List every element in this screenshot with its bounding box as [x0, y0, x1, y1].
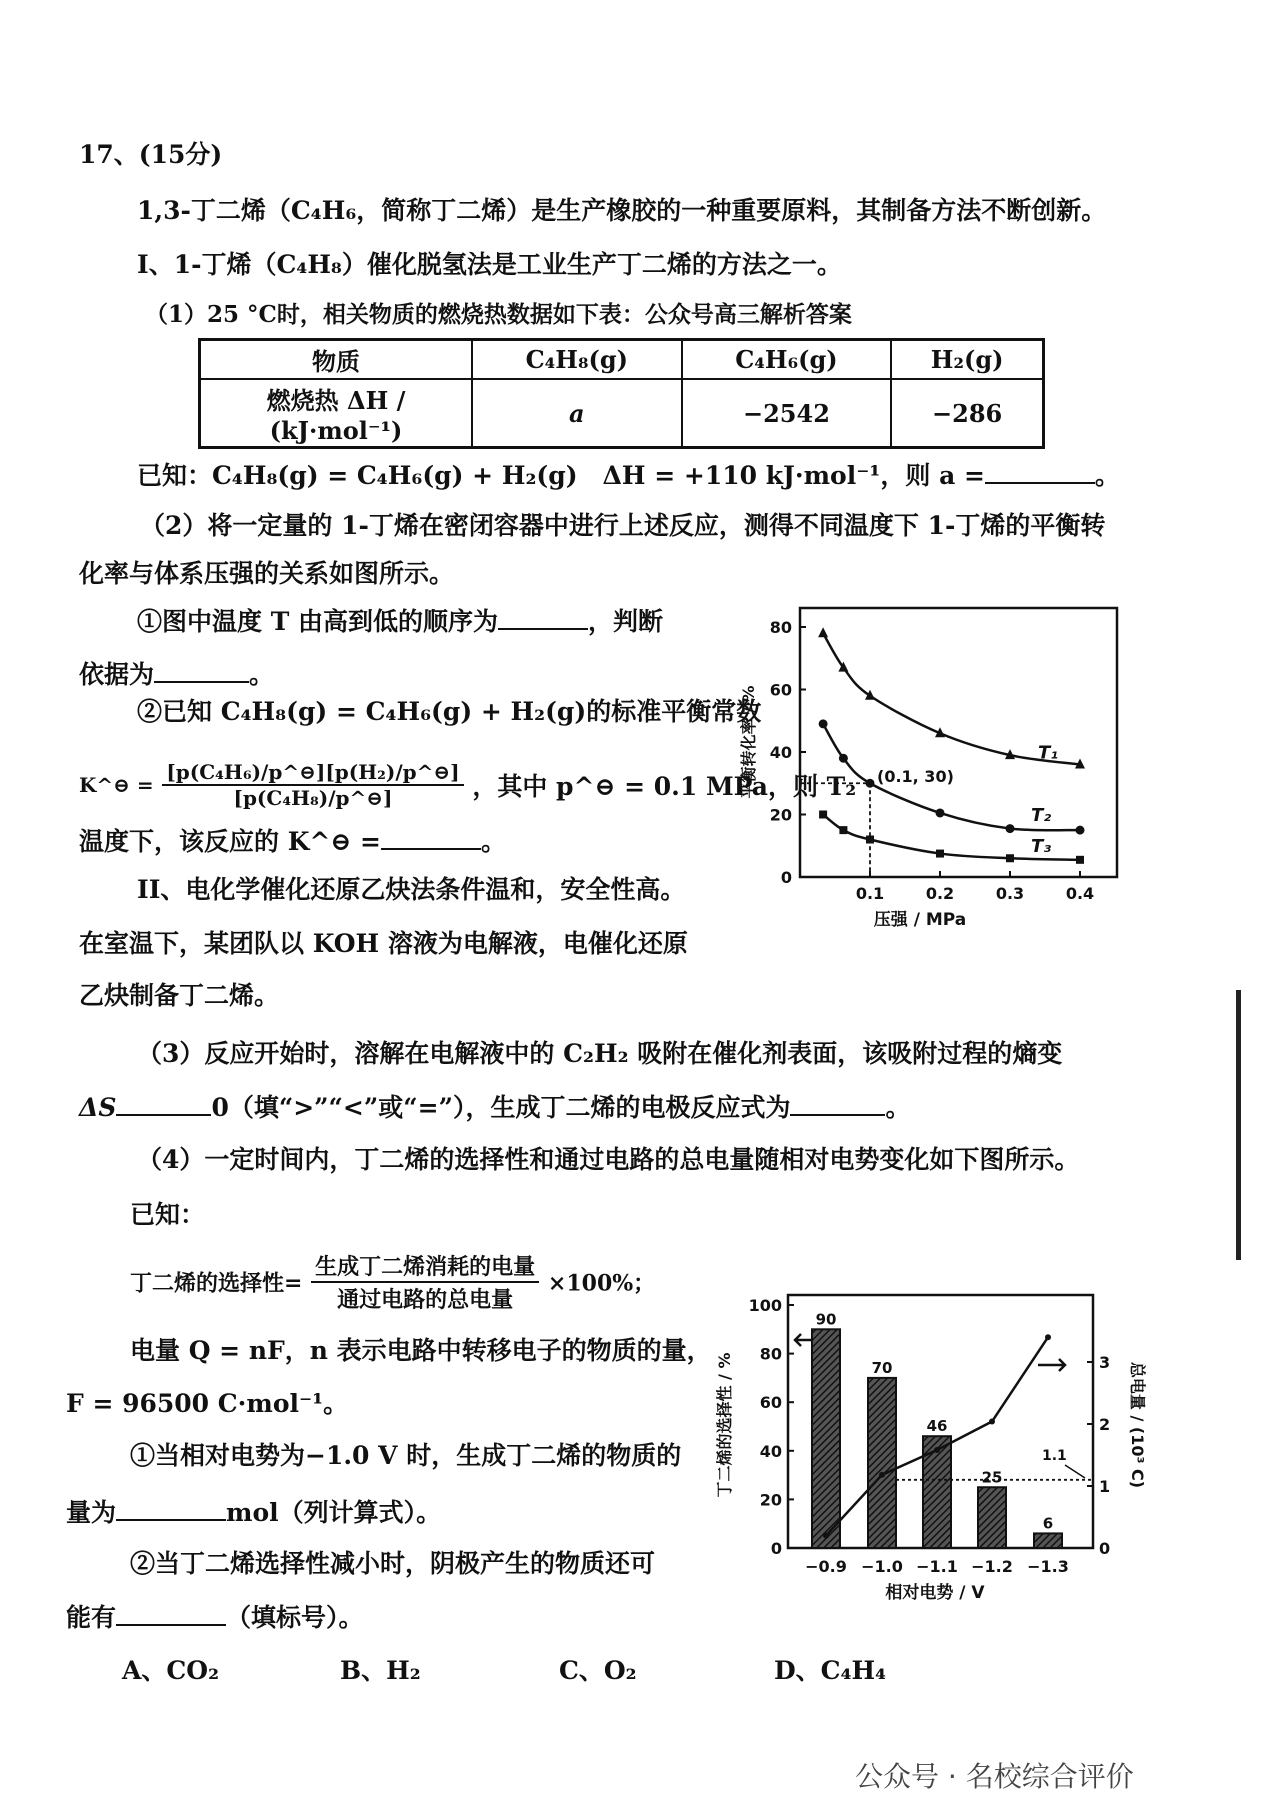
q4-2a: ②当丁二烯选择性减小时，阴极产生的物质还可 [130, 1549, 656, 1578]
series-label: T₃ [1031, 836, 1052, 857]
selectivity-bar [812, 1329, 840, 1548]
y-axis-title: 平衡转化率 / % [739, 685, 758, 799]
part1-title: I、1-丁烯（C₄H₈）催化脱氢法是工业生产丁二烯的方法之一。 [137, 250, 842, 279]
left-y-tick-label: 40 [759, 1441, 782, 1461]
k-denominator: [p(C₄H₈)/p^⊖] [233, 786, 393, 810]
part2-line3: 乙炔制备丁二烯。 [79, 981, 280, 1010]
q2-line2: 化率与体系压强的关系如图所示。 [79, 559, 455, 588]
q4-known: 已知： [130, 1200, 206, 1229]
data-point [866, 836, 874, 844]
intro-text: 1,3-丁二烯（C₄H₆，简称丁二烯）是生产橡胶的一种重要原料，其制备方法不断创新。 [137, 196, 1107, 225]
k-symbol: K^⊖ = [79, 773, 154, 797]
answer-blank[interactable] [116, 1092, 211, 1116]
right-y-tick-label: 3 [1099, 1353, 1111, 1372]
answer-blank[interactable] [116, 1497, 226, 1521]
question-number: 17、(15分) [79, 140, 223, 169]
data-point [936, 808, 945, 817]
table-header: C₄H₆(g) [682, 340, 892, 380]
y-tick-label: 20 [769, 805, 792, 825]
answer-blank[interactable] [154, 659, 249, 683]
part2-line2: 在室温下，某团队以 KOH 溶液为电解液，电催化还原 [79, 929, 688, 958]
q2-1-text: ①图中温度 T 由高到低的顺序为 [137, 607, 499, 636]
left-axis-arrow-icon [795, 1334, 812, 1346]
table-header: C₄H₈(g) [472, 340, 682, 380]
q4-2c-text: （填标号）。 [226, 1603, 364, 1632]
x-tick-label: −1.2 [971, 1557, 1013, 1576]
bar-value-label: 70 [871, 1358, 893, 1377]
data-point [823, 1533, 829, 1539]
guide-dashed-line [800, 783, 870, 877]
data-point [818, 627, 828, 637]
selectivity-label: 丁二烯的选择性= [130, 1270, 303, 1297]
data-point [819, 811, 827, 819]
table-header-row [200, 340, 1044, 380]
q2-2b-text: ，其中 p^⊖ = 0.1 MPa，则 T₂ [472, 772, 857, 801]
table-cell: a [472, 379, 682, 448]
part2-line1: II、电化学催化还原乙炔法条件温和，安全性高。 [137, 875, 686, 904]
option-d[interactable]: D、C₄H₄ [774, 1656, 887, 1685]
data-point [1006, 854, 1014, 862]
q2-2c-text: 温度下，该反应的 K^⊖ = [79, 827, 381, 856]
y-tick-label: 40 [769, 743, 792, 762]
x-tick-label: −1.3 [1027, 1557, 1069, 1576]
selectivity-numerator: 生成丁二烯消耗的电量 [311, 1250, 539, 1283]
bar-value-label: 90 [815, 1310, 837, 1329]
data-point [819, 719, 828, 728]
x-axis-title: 压强 / MPa [873, 910, 967, 930]
selectivity-bar [868, 1378, 896, 1548]
data-point [1076, 826, 1085, 835]
selectivity-denominator: 通过电路的总电量 [337, 1287, 514, 1313]
q2-1 [137, 606, 663, 637]
x-tick-label: 0.2 [925, 884, 955, 903]
table-row [200, 379, 1044, 448]
right-axis-arrow-icon [1038, 1359, 1065, 1371]
q4-charge: 电量 Q = nF，n 表示电路中转移电子的物质的量， [130, 1336, 712, 1365]
data-point [839, 826, 847, 834]
q4-1b [66, 1497, 441, 1528]
table-header: H₂(g) [891, 340, 1043, 380]
q4-line1: （4）一定时间内，丁二烯的选择性和通过电路的总电量随相对电势变化如下图所示。 [137, 1145, 1080, 1174]
selectivity-bar [1034, 1533, 1062, 1548]
data-point [839, 754, 848, 763]
option-a[interactable]: A、CO₂ [122, 1656, 220, 1685]
right-y-tick-label: 1 [1099, 1477, 1111, 1496]
q1-text: （1）25 °C时，相关物质的燃烧热数据如下表：公众号高三解析答案 [145, 301, 852, 328]
q2-1c: 依据为 。 [79, 660, 275, 689]
y-tick-label: 60 [769, 680, 792, 700]
q2-2a: ②已知 C₄H₈(g) = C₄H₆(g) + H₂(g)的标准平衡常数 [137, 697, 762, 726]
k-fraction [162, 760, 463, 810]
selectivity-charge-chart [715, 1290, 1180, 1610]
data-point [866, 779, 875, 788]
annotation-pointer-icon [1065, 1465, 1085, 1478]
option-c[interactable]: C、O₂ [559, 1656, 637, 1685]
series-label: T₁ [1038, 742, 1059, 764]
bar-value-label: 6 [1042, 1514, 1054, 1533]
table-cell: −286 [891, 379, 1043, 448]
left-y-tick-label: 80 [759, 1344, 782, 1364]
y-tick-label: 80 [769, 618, 792, 637]
data-point [934, 1447, 940, 1453]
x-tick-label: 0.3 [995, 884, 1025, 903]
q4-1a: ①当相对电势为−1.0 V 时，生成丁二烯的物质的 [130, 1441, 682, 1470]
left-y-tick-label: 100 [748, 1296, 782, 1315]
scan-edge-mark [1236, 990, 1241, 1260]
x-tick-label: −1.0 [861, 1557, 903, 1576]
answer-blank[interactable] [985, 460, 1095, 484]
k-numerator: [p(C₄H₆)/p^⊖][p(H₂)/p^⊖] [162, 760, 463, 786]
data-point [1076, 856, 1084, 864]
reference-annotation: 1.1 [1042, 1448, 1067, 1464]
q4-2b-text: 能有 [66, 1603, 117, 1632]
q2-2c: 温度下，该反应的 K^⊖ = 。 [79, 827, 506, 856]
q3-text: 0（填“>”“<”或“=”），生成丁二烯的电极反应式为 [211, 1093, 791, 1122]
heat-of-combustion-table [198, 338, 1045, 449]
data-point [1006, 824, 1015, 833]
data-point [989, 1419, 995, 1425]
q4-2b [66, 1602, 364, 1633]
x-axis-title: 相对电势 / V [885, 1583, 985, 1603]
x-tick-label: −0.9 [805, 1557, 847, 1576]
bar-value-label: 25 [981, 1468, 1003, 1487]
right-axis-title: 总电量 / (10³ C) [1128, 1361, 1147, 1489]
q2-line1: （2）将一定量的 1-丁烯在密闭容器中进行上述反应，测得不同温度下 1-丁烯的平衡转 [140, 511, 1106, 540]
q4-1b-text: 量为 [66, 1498, 117, 1527]
x-tick-label: 0.1 [855, 884, 885, 903]
q1-known: 已知：C₄H₈(g) = C₄H₆(g) + H₂(g) ΔH = +110 kJ·mol⁻¹，则 a = 。 [137, 461, 1120, 490]
q2-1c-text: 依据为 [79, 660, 155, 689]
right-y-tick-label: 2 [1099, 1415, 1111, 1434]
table-cell: 燃烧热 ΔH / (kJ·mol⁻¹) [200, 379, 473, 448]
answer-blank[interactable] [116, 1602, 226, 1626]
left-y-tick-label: 0 [770, 1539, 782, 1558]
left-axis-title: 丁二烯的选择性 / % [715, 1352, 734, 1498]
option-b[interactable]: B、H₂ [340, 1656, 421, 1685]
q4-faraday: F = 96500 C·mol⁻¹。 [66, 1389, 349, 1418]
q3-line1: （3）反应开始时，溶解在电解液中的 C₂H₂ 吸附在催化剂表面，该吸附过程的熵变 [137, 1039, 1063, 1068]
selectivity-fraction [311, 1250, 539, 1314]
q2-1-tail: ，判断 [588, 607, 664, 636]
answer-blank[interactable] [381, 826, 481, 850]
series-label: T₂ [1031, 804, 1052, 826]
y-tick-label: 0 [780, 868, 792, 887]
bar-value-label: 46 [926, 1417, 948, 1436]
x-tick-label: 0.4 [1065, 884, 1095, 903]
x-tick-label: −1.1 [916, 1557, 958, 1576]
selectivity-tail: ×100%； [547, 1270, 656, 1297]
selectivity-formula [130, 1250, 655, 1314]
watermark: 公众号 · 名校综合评价 [855, 1760, 1134, 1793]
plot-frame [800, 608, 1117, 877]
answer-blank[interactable] [498, 606, 588, 630]
data-point [936, 850, 944, 858]
selectivity-bar [978, 1487, 1006, 1548]
point-annotation: (0.1, 30) [877, 767, 954, 786]
q1-known-text: 已知：C₄H₈(g) = C₄H₆(g) + H₂(g) ΔH = +110 kJ·mol⁻¹，则 a = [137, 461, 985, 490]
table-cell: −2542 [682, 379, 892, 448]
table-header: 物质 [200, 340, 473, 380]
left-y-tick-label: 60 [759, 1393, 782, 1413]
right-y-tick-label: 0 [1099, 1539, 1111, 1558]
q3-delta-s: ΔS [79, 1093, 117, 1122]
data-point [1045, 1334, 1051, 1340]
data-point [879, 1472, 885, 1478]
conversion-vs-pressure-chart [740, 600, 1140, 940]
left-y-tick-label: 20 [759, 1490, 782, 1510]
answer-blank[interactable] [790, 1092, 885, 1116]
q3-line2: ΔS 0（填“>”“<”或“=”），生成丁二烯的电极反应式为 。 [79, 1093, 911, 1122]
q4-1c-text: mol（列计算式）。 [226, 1498, 442, 1527]
